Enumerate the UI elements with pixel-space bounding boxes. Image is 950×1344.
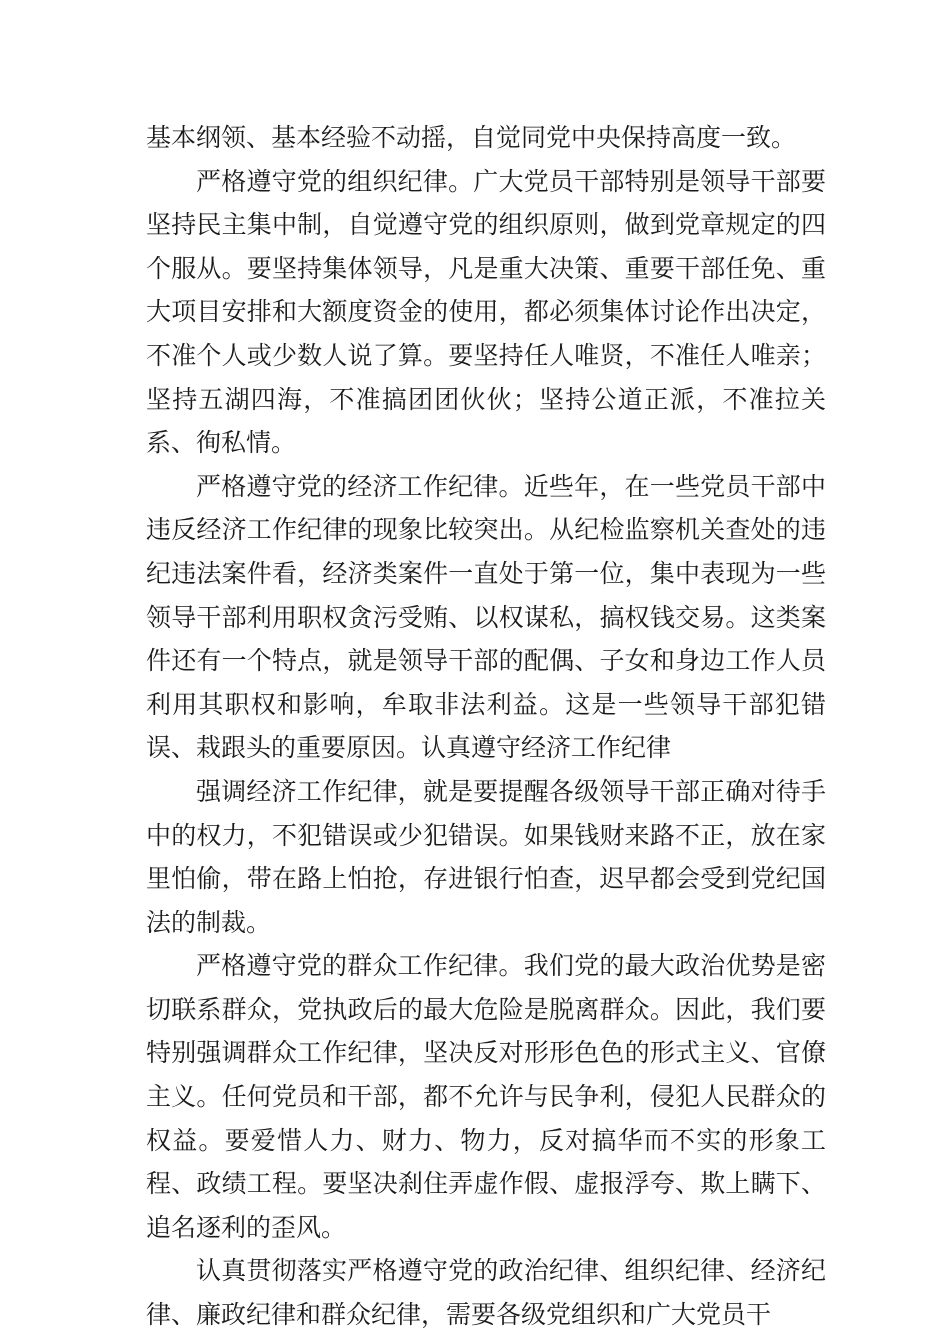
paragraph-6: 认真贯彻落实严格遵守党的政治纪律、组织纪律、经济纪律、廉政纪律和群众纪律，需要各级党组织和广大党员干: [146, 1256, 826, 1330]
paragraph-5: 严格遵守党的群众工作纪律。我们党的最大政治优势是密切联系群众，党执政后的最大危险是脱离群众。因此，我们要特别强调群众工作纪律，坚决反对形形色色的形式主义、官僚主义。任何党员和干部，都不允许与民争利，侵犯人民群众的权益。要爱惜人力、财力、物力，反对搞华而不实的形象工程、政绩工程。要坚决刹住弄虚作假、虚报浮夸、欺上瞒下、追名逐利的歪风。: [146, 951, 826, 1242]
paragraph-4: 强调经济工作纪律，就是要提醒各级领导干部正确对待手中的权力，不犯错误或少犯错误。如果钱财来路不正，放在家里怕偷，带在路上怕抢，存进银行怕查，迟早都会受到党纪国法的制裁。: [146, 776, 826, 937]
paragraph-2: 严格遵守党的组织纪律。广大党员干部特别是领导干部要坚持民主集中制，自觉遵守党的组织原则，做到党章规定的四个服从。要坚持集体领导，凡是重大决策、重要干部任免、重大项目安排和大额度资金的使用，都必须集体讨论作出决定，不准个人或少数人说了算。要坚持任人唯贤，不准任人唯亲；坚持五湖四海，不准搞团团伙伙；坚持公道正派，不准拉关系、徇私情。: [146, 166, 826, 458]
document-body: [146, 116, 826, 1337]
paragraph-3: 严格遵守党的经济工作纪律。近些年，在一些党员干部中违反经济工作纪律的现象比较突出。从纪检监察机关查处的违纪违法案件看，经济类案件一直处于第一位，集中表现为一些领导干部利用职权贪污受贿、以权谋私，搞权钱交易。这类案件还有一个特点，就是领导干部的配偶、子女和身边工作人员利用其职权和影响，牟取非法利益。这是一些领导干部犯错误、栽跟头的重要原因。认真遵守经济工作纪律: [146, 471, 826, 763]
paragraph-1: 基本纲领、基本经验不动摇，自觉同党中央保持高度一致。: [146, 123, 797, 152]
